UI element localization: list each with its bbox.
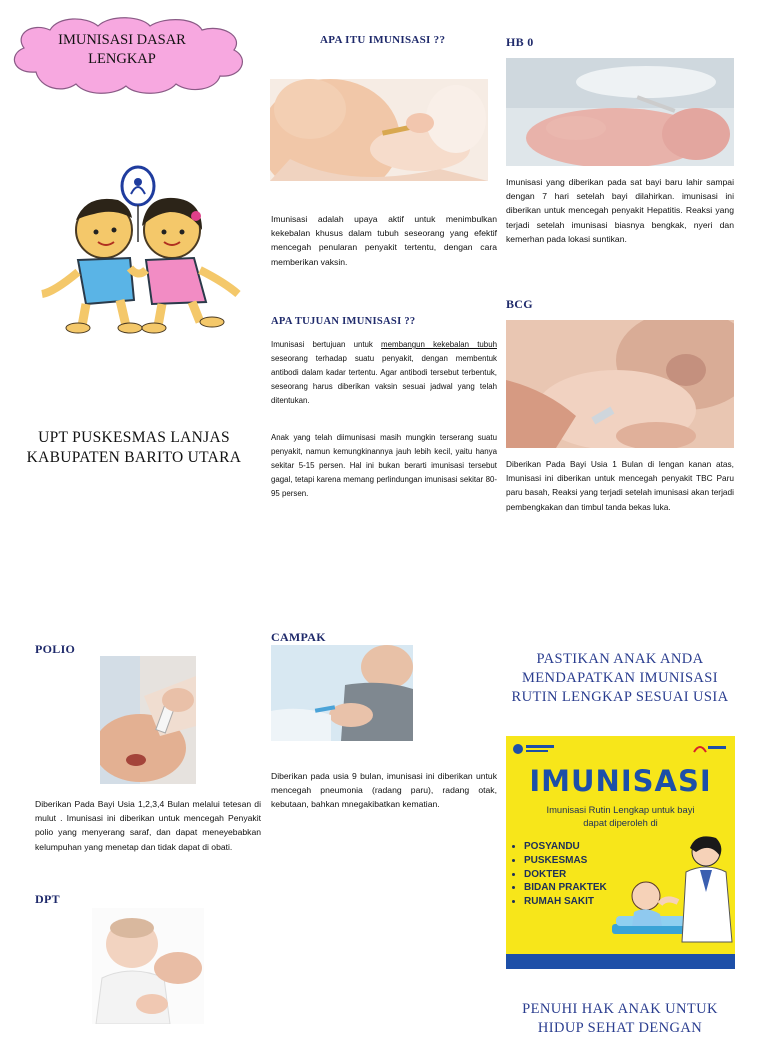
cta-text [500,650,740,707]
poster-location-item: • DOKTER [524,868,607,882]
polio-heading: POLIO [35,642,76,656]
campak-heading: CAMPAK [271,630,326,644]
bottom-line-2: HIDUP SEHAT DENGAN [537,1020,703,1036]
photo-bcg-injection [506,320,734,448]
bcg-text: Diberikan Pada Bayi Usia 1 Bulan di lengan kanan atas, Imunisasi ini diberikan untuk mencegah penyakit TBC Paru paru basah, Reaksi yang terjadi setelah imunisasi akan terjadi pembengkakan dan timbul tanda bekas luka. [506,459,734,512]
org-line-1: UPT PUSKESMAS LANJAS [38,429,230,446]
poster-location-item: • BIDAN PRAKTEK [524,881,607,895]
poster-location-item: • PUSKESMAS [524,854,607,868]
poster-subtitle-2: dapat diperoleh di [583,817,658,828]
purpose-paragraph-1 [271,338,497,408]
photo-baby-injection [270,79,488,181]
polio-text: Diberikan Pada Bayi Usia 1,2,3,4 Bulan melalui tetesan di mulut . Imunisasi ini diberikan untuk mencegah Penyakit polio yang menyerang saraf, dan dapat meneyebabkan kelumpuhan yang menetap dan tidak dapat di obati. [35,799,261,852]
photo-campak-injection [271,645,413,741]
hb0-text: Imunisasi yang diberikan pada sat bayi baru lahir sampai dengan 7 hari setelah bayi dilahirkan. imunisasi ini diberikan untuk mencegah penyakit Hepatitis. Reaksi yang terjadi setelah imunisasi biasnya bengkak, nyeri dan kemerhan pada lokasi suntikan. [506,177,734,244]
poster-location-item: • POSYANDU [524,840,607,854]
purpose-p1-before: Imunisasi bertujuan untuk [271,340,382,349]
campak-text: Diberikan pada usia 9 bulan, imunisasi ini diberikan untuk mencegah pneumonia (radang paru), radang otak, kebutaan, bahkan mnegakibatkan kematian. [271,771,497,810]
photo-polio-drops [100,656,196,784]
poster-subtitle-1: Imunisasi Rutin Lengkap untuk bayi [546,804,695,815]
poster-locations-list [512,840,607,909]
what-heading: APA ITU IMUNISASI ?? [320,34,446,46]
cta-line-2: MENDAPATKAN IMUNISASI [522,670,718,686]
immunization-logo-illustration [34,160,246,336]
org-line-2: KABUPATEN BARITO UTARA [26,449,242,466]
poster-doctor-baby-illustration [606,832,735,952]
poster-location-item: • RUMAH SAKIT [524,895,607,909]
what-text: Imunisasi adalah upaya aktif untuk menimbulkan kekebalan khusus dalam tubuh seseorang yang efektif mencegah penularan penyakit tertentu, dengan cara memberikan vaksin. [271,214,497,267]
purpose-link[interactable]: membangun kekebalan tubuh [381,340,497,349]
poster-title: IMUNISASI [529,764,712,798]
poster-logo-right [690,742,728,756]
purpose-p1-after: seseorang terhadap suatu penyakit, dengan membentuk antibodi dalam kadar tertentu. Agar antibodi tersebut terbentuk, seseorang harus diberikan vaksin sesuai jadwal yang telah ditentukan. [271,354,497,405]
purpose-heading: APA TUJUAN IMUNISASI ?? [271,316,416,327]
cta-line-3: RUTIN LENGKAP SESUAI USIA [511,689,729,705]
org-name [0,428,268,468]
poster-logo-left [512,742,556,756]
immunization-poster [506,736,735,969]
photo-newborn [506,58,734,166]
bottom-text [500,1000,740,1038]
cta-line-1: PASTIKAN ANAK ANDA [536,651,704,667]
bcg-heading: BCG [506,297,533,311]
bottom-line-1: PENUHI HAK ANAK UNTUK [522,1001,718,1017]
purpose-paragraph-2: Anak yang telah diimunisasi masih mungkin terserang suatu penyakit, namun kemungkinannya jauh lebih kecil, yaitu hanya sekitar 5-15 persen. Hal ini bukan berarti imunisasi tersebut gagal, tetapi karena memang perlindungan imunisasi sekitar 80-95 persen. [271,433,497,498]
hb0-heading: HB 0 [506,35,534,49]
dpt-heading: DPT [35,892,60,906]
poster-footer-bar [506,954,735,969]
cloud-title: IMUNISASI DASAR LENGKAP [58,32,186,67]
photo-dpt-baby [92,908,204,1024]
